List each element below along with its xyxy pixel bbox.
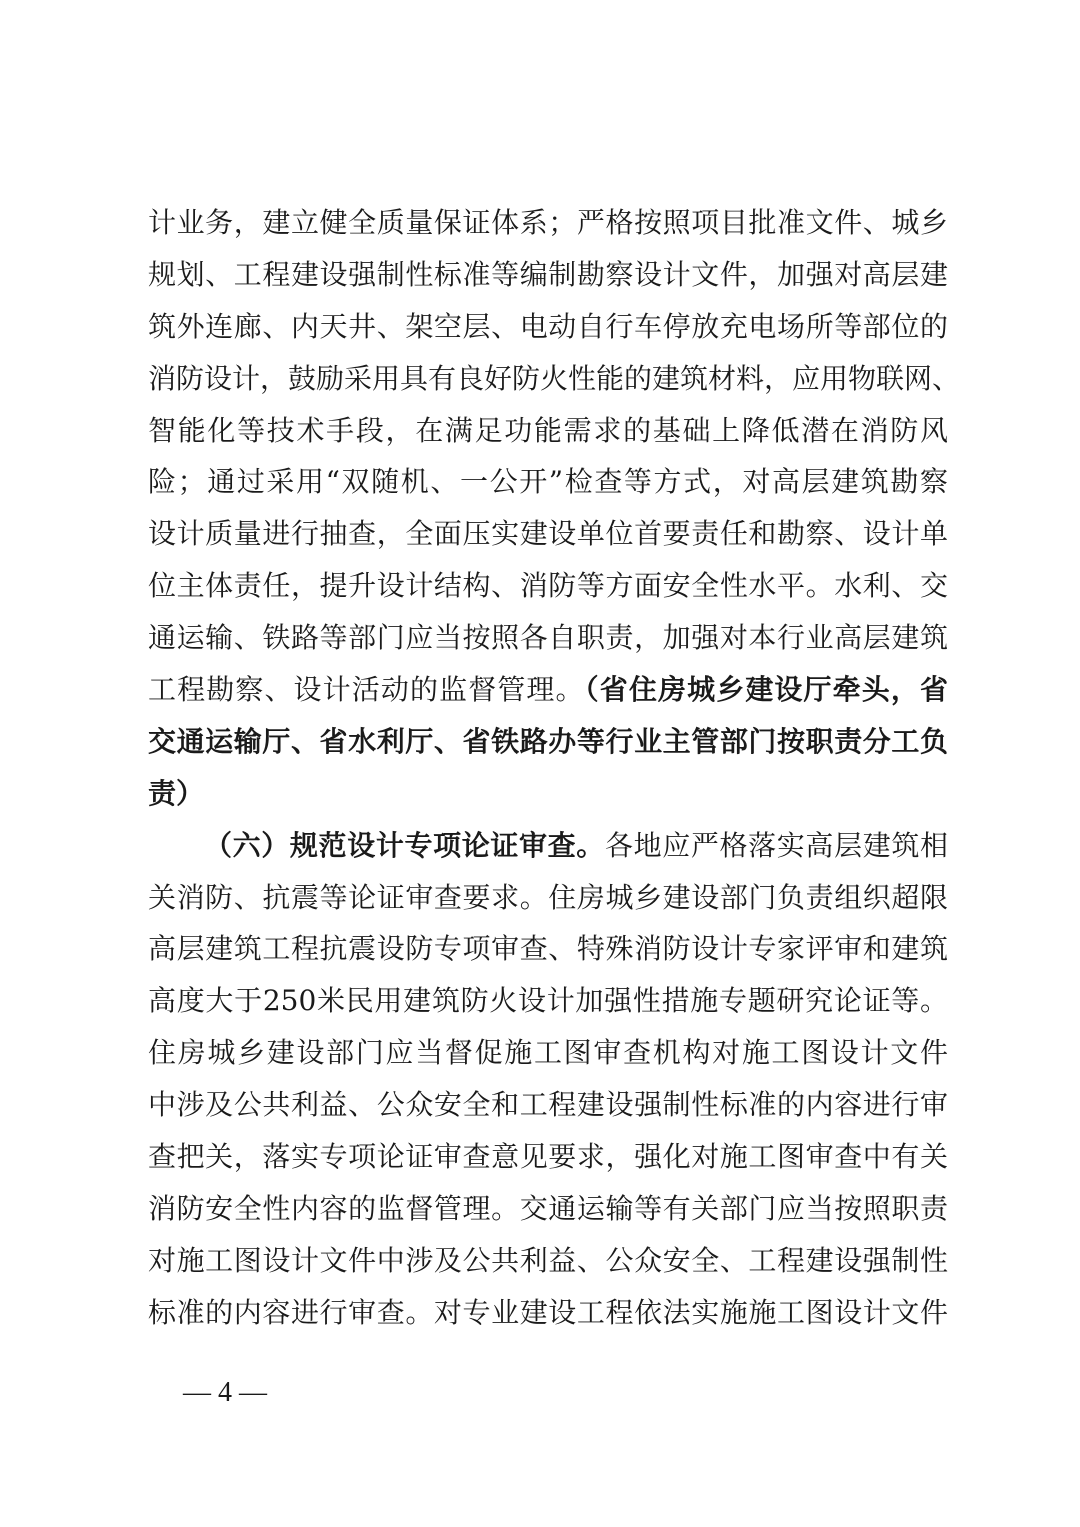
responsibility-note-line: 责） bbox=[148, 776, 205, 810]
text-line: 消防安全性内容的监督管理。交通运输等有关部门应当按照职责 bbox=[148, 1191, 948, 1225]
text-line: 计业务，建立健全质量保证体系；严格按照项目批准文件、城乡 bbox=[148, 206, 948, 239]
text-line: 智能化等技术手段，在满足功能需求的基础上降低潜在消防风 bbox=[148, 413, 948, 447]
text-line: 筑外连廊、内天井、架空层、电动自行车停放充电场所等部位的 bbox=[148, 309, 948, 343]
text-segment: 各地应严格落实高层建筑相 bbox=[604, 828, 948, 862]
section-line bbox=[148, 820, 948, 872]
page-number: — 4 — bbox=[183, 1377, 267, 1408]
text-line: 规划、工程建设强制性标准等编制勘察设计文件，加强对高层建 bbox=[148, 257, 948, 291]
text-line: 通运输、铁路等部门应当按照各自职责，加强对本行业高层建筑 bbox=[148, 621, 948, 655]
text-line: 消防设计，鼓励采用具有良好防火性能的建筑材料，应用物联网、 bbox=[148, 361, 961, 395]
text-line: 查把关，落实专项论证审查意见要求，强化对施工图审查中有关 bbox=[148, 1140, 948, 1174]
section-heading: （六）规范设计专项论证审查。 bbox=[204, 828, 605, 862]
body-text bbox=[148, 197, 961, 1339]
text-line: 中涉及公共利益、公众安全和工程建设强制性标准的内容进行审 bbox=[148, 1088, 948, 1122]
text-segment: 工程勘察、设计活动的监督管理。 bbox=[148, 673, 585, 707]
text-line: 设计质量进行抽查，全面压实建设单位首要责任和勘察、设计单 bbox=[148, 517, 948, 551]
text-line: 高度大于250米民用建筑防火设计加强性措施专题研究论证等。 bbox=[148, 984, 948, 1018]
text-line: 对施工图设计文件中涉及公共利益、公众安全、工程建设强制性 bbox=[148, 1243, 948, 1277]
text-line: 住房城乡建设部门应当督促施工图审查机构对施工图设计文件 bbox=[148, 1036, 948, 1070]
text-line: 位主体责任，提升设计结构、消防等方面安全性水平。水利、交 bbox=[148, 569, 948, 603]
responsibility-note: （省住房城乡建设厅牵头，省 bbox=[584, 673, 948, 707]
text-line: 标准的内容进行审查。对专业建设工程依法实施施工图设计文件 bbox=[148, 1295, 948, 1329]
text-line bbox=[148, 664, 948, 716]
text-line: 高层建筑工程抗震设防专项审查、特殊消防设计专家评审和建筑 bbox=[148, 932, 948, 966]
text-line: 关消防、抗震等论证审查要求。住房城乡建设部门负责组织超限 bbox=[148, 880, 948, 914]
text-line: 险；通过采用“双随机、一公开”检查等方式，对高层建筑勘察 bbox=[148, 465, 948, 499]
responsibility-note-line: 交通运输厅、省水利厅、省铁路办等行业主管部门按职责分工负 bbox=[148, 724, 948, 758]
